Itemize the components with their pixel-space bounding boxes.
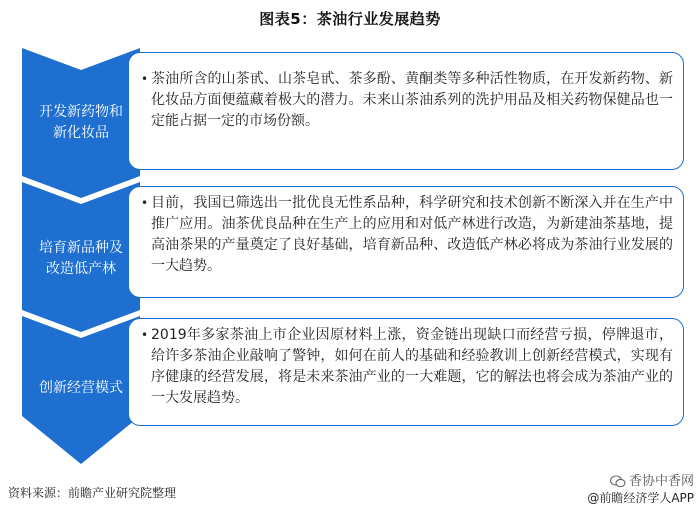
chevron-step-2 — [22, 182, 140, 332]
content-text-2: • 目前，我国已筛选出一批优良无性系品种，科学研究和技术创新不断深入并在生产中推广应用。油茶优良品种在生产上的应用和对低产林进行改造，为新建油茶基地，提高油茶果的产量奠定了良好基础，培育新品种、改造低产林必将成为茶油行业发展的一大趋势。 — [141, 195, 673, 274]
content-text-3: • 2019年多家茶油上市企业因原材料上涨，资金链出现缺口而经营亏损，停牌退市，给许多茶油企业敲响了警钟，如何在前人的基础和经验教训上创新经营模式，实现有序健康的经营发展，将是未来茶油产业的一大难题，它的解法也将会成为茶油产业的一大发展趋势。 — [141, 327, 673, 406]
footer-right — [587, 474, 694, 506]
chevron-label-3: 创新经营模式 — [39, 380, 123, 396]
app-credit: @前瞻经济学人APP — [587, 491, 694, 505]
chart-title: 图表5：茶油行业发展趋势 — [259, 10, 441, 28]
chevron-label-2: 培育新品种及 改造低产林 — [39, 240, 123, 277]
chevron-step-1 — [22, 48, 140, 198]
wechat-icon — [610, 475, 626, 488]
footer-source: 资料来源：前瞻产业研究院整理 — [8, 486, 177, 500]
content-box-1 — [128, 52, 684, 170]
content-box-2 — [128, 186, 684, 298]
content-box-3 — [128, 318, 684, 426]
chevron-step-3 — [22, 316, 140, 464]
chevron-label-1: 开发新药物和 新化妆品 — [39, 104, 123, 141]
content-text-1: • 茶油所含的山茶甙、山茶皂甙、茶多酚、黄酮类等多种活性物质，在开发新药物、新化妆品方面便蕴藏着极大的潜力。未来山茶油系列的洗护用品及相关药物保健品也一定能占据一定的市场份额。 — [141, 71, 673, 129]
wechat-account: 香协中香网 — [587, 474, 694, 490]
